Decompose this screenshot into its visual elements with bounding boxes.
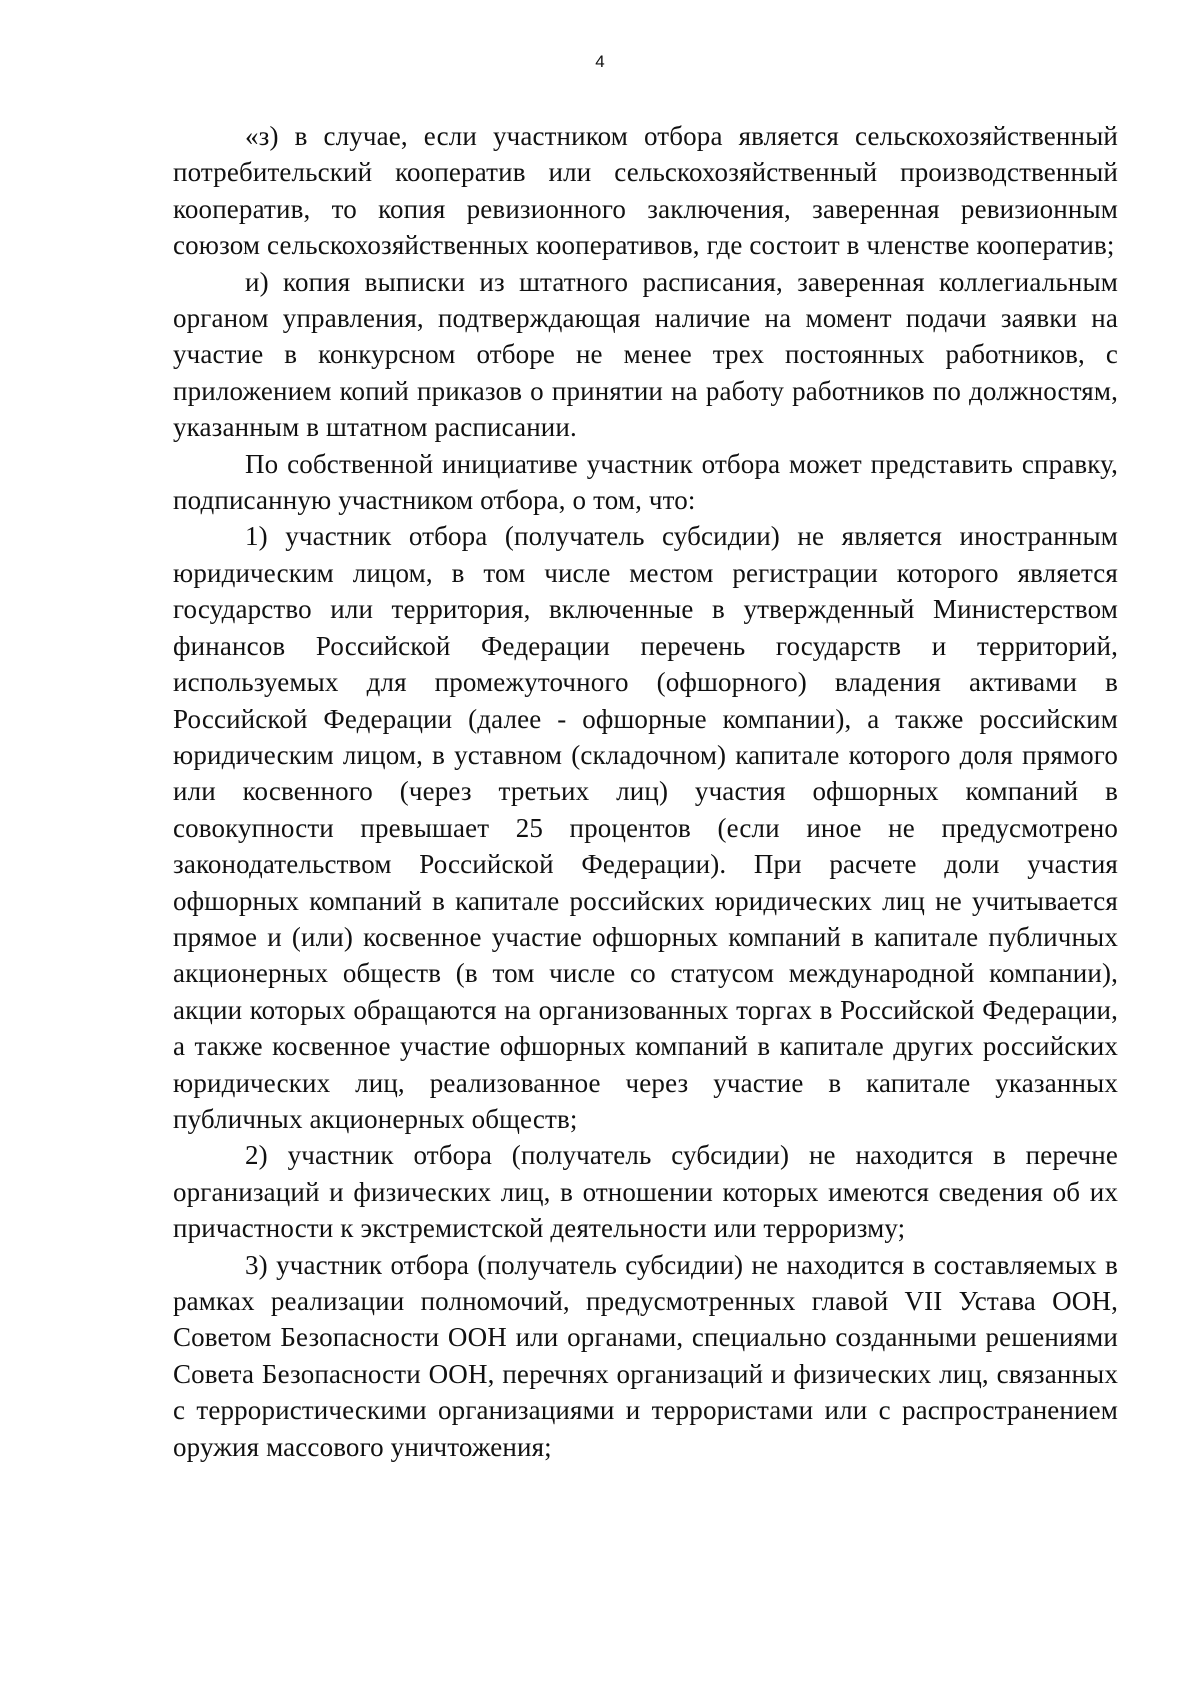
paragraph-item-3: 3) участник отбора (получатель субсидии) не находится в составляемых в рамках реализации полномочий, предусмотренных главой VII Устава ООН, Советом Безопасности ООН или органами, специально созданными решениями Совета Безопасности ООН, перечнях организаций и физических лиц, связанных с террористическими организациями и террористами или с распространением оружия массового уничтожения; — [173, 1249, 1118, 1462]
paragraph-z: «з) в случае, если участником отбора является сельскохозяйственный потребительский кооператив или сельскохозяйственный производственный кооператив, то копия ревизионного заключения, заверенная ревизионным союзом сельскохозяйственных кооперативов, где состоит в членстве кооператив; — [173, 121, 1118, 261]
page-number: 4 — [595, 52, 605, 71]
document-body — [173, 118, 1118, 1465]
paragraph-initiative: По собственной инициативе участник отбора может представить справку, подписанную участником отбора, о том, что: — [173, 448, 1118, 516]
paragraph-item-1: 1) участник отбора (получатель субсидии) не является иностранным юридическим лицом, в том числе местом регистрации которого является государство или территория, включенные в утвержденный Министерством финансов Российской Федерации перечень государств и территорий, используемых для промежуточного (офшорного) владения активами в Российской Федерации (далее - офшорные компании), а также российским юридическим лицом, в уставном (складочном) капитале которого доля прямого или косвенного (через третьих лиц) участия офшорных компаний в совокупности превышает 25 процентов (если иное не предусмотрено законодательством Российской Федерации). При расчете доли участия офшорных компаний в капитале российских юридических лиц не учитывается прямое и (или) косвенное участие офшорных компаний в капитале публичных акционерных обществ (в том числе со статусом международной компании), акции которых обращаются на организованных торгах в Российской Федерации, а также косвенное участие офшорных компаний в капитале других российских юридических лиц, реализованное через участие в капитале указанных публичных акционерных обществ; — [173, 521, 1118, 1134]
paragraph-item-2: 2) участник отбора (получатель субсидии) не находится в перечне организаций и физических лиц, в отношении которых имеются сведения об их причастности к экстремистской деятельности или терроризму; — [173, 1140, 1118, 1244]
paragraph-i: и) копия выписки из штатного расписания, заверенная коллегиальным органом управления, подтверждающая наличие на момент подачи заявки на участие в конкурсном отборе не менее трех постоянных работников, с приложением копий приказов о принятии на работу работников по должностям, указанным в штатном расписании. — [173, 266, 1118, 443]
